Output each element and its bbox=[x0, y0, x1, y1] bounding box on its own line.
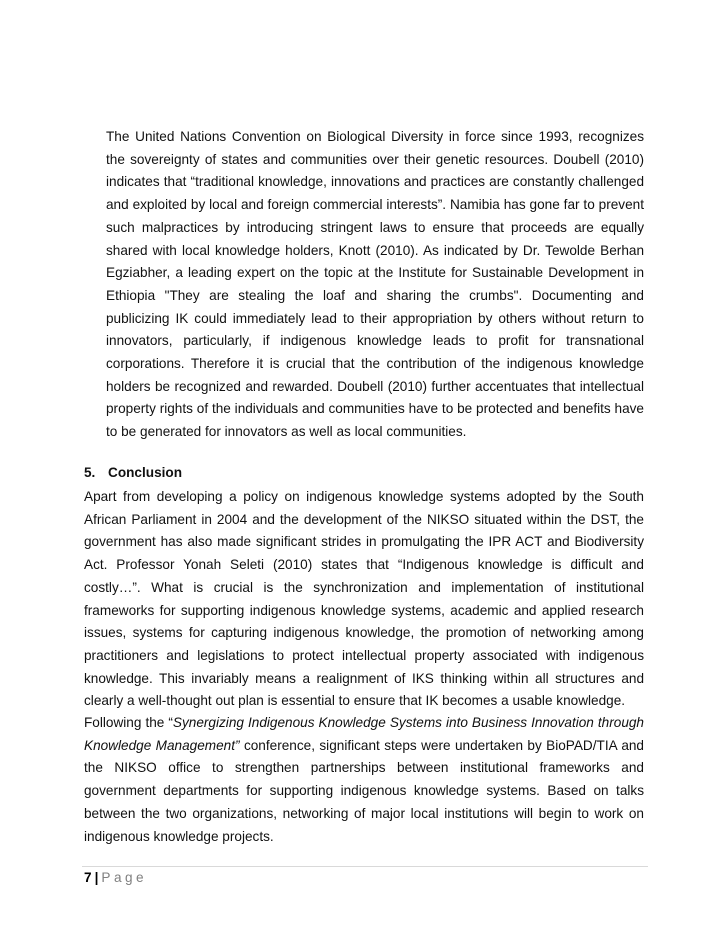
section-number: 5. bbox=[84, 465, 96, 480]
section-heading-conclusion bbox=[84, 465, 182, 480]
paragraph-lead-text: Following the “ bbox=[84, 715, 173, 730]
conclusion-paragraph-2 bbox=[84, 712, 644, 848]
page-number: 7 bbox=[84, 870, 92, 885]
conference-title: Synergizing Indigenous Knowledge Systems into Business Innovation through Knowledge Management” bbox=[84, 715, 644, 753]
body-paragraph-ipr: The United Nations Convention on Biological Diversity in force since 1993, recognizes the sovereignty of states and communities over their genetic resources. Doubell (2010) indicates that “traditional knowledge, innovations and practices are constantly challenged and exploited by local and foreign commercial interests”. Namibia has gone far to prevent such malpractices by introducing stringent laws to ensure that proceeds are equally shared with local knowledge holders, Knott (2010). As indicated by Dr. Tewolde Berhan Egziabher, a leading expert on the topic at the Institute for Sustainable Development in Ethiopia "They are stealing the loaf and sharing the crumbs". Documenting and publicizing IK could immediately lead to their appropriation by others without return to innovators, particularly, if indigenous knowledge leads to profit for transnational corporations. Therefore it is crucial that the contribution of the indigenous knowledge holders be recognized and rewarded. Doubell (2010) further accentuates that intellectual property rights of the individuals and communities have to be protected and benefits have to be generated for innovators as well as local communities. bbox=[106, 129, 644, 440]
section-title: Conclusion bbox=[108, 465, 183, 480]
page-footer bbox=[84, 870, 147, 885]
conclusion-paragraph-1: Apart from developing a policy on indigenous knowledge systems adopted by the South African Parliament in 2004 and the development of the NIKSO situated within the DST, the government has also made significant strides in promulgating the IPR ACT and Biodiversity Act. Professor Yonah Seleti (2010) states that “Indigenous knowledge is difficult and costly…”. What is crucial is the synchronization and implementation of institutional frameworks for supporting indigenous knowledge systems, academic and applied research issues, systems for capturing indigenous knowledge, the promotion of networking among practitioners and legislations to protect intellectual property associated with indigenous knowledge. This invariably means a realignment of IKS thinking within all structures and clearly a well-thought out plan is essential to ensure that IK becomes a usable knowledge. bbox=[84, 489, 644, 709]
page-label: Page bbox=[101, 870, 148, 885]
footer-divider bbox=[82, 866, 648, 867]
paragraph-rest-text: conference, significant steps were undertaken by BioPAD/TIA and the NIKSO office to strengthen partnerships between institutional frameworks and government departments for supporting indigenous knowledge systems. Based on talks between the two organizations, networking of major local institutions will begin to work on indigenous knowledge projects. bbox=[84, 737, 644, 844]
footer-separator: | bbox=[94, 870, 99, 885]
